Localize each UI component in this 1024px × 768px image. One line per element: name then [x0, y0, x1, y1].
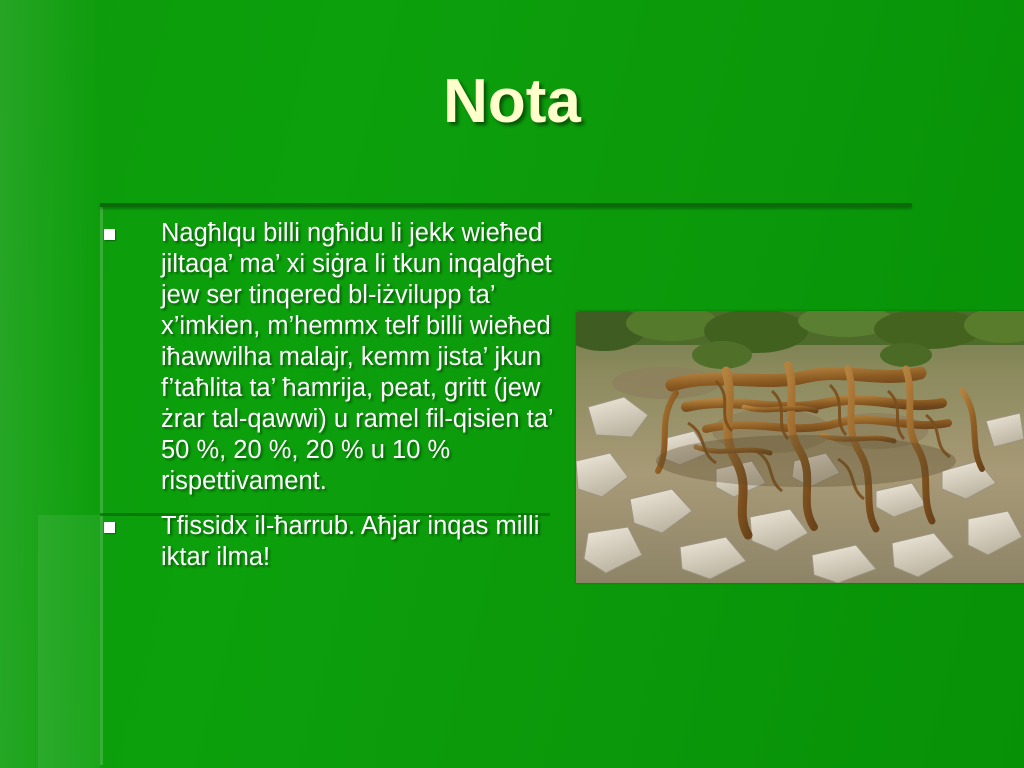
- decorative-left-block: [38, 515, 100, 768]
- list-item-text: Tfissidx il-ħarrub. Aħjar inqas milli iktar ilma!: [161, 512, 540, 571]
- list-item-text: Nagħlqu billi ngħidu li jekk wieħed jiltaqa’ ma’ xi siġra li tkun inqalgħet jew ser tinqered bl-iżvilupp ta’ x’imkien, m’hemmx telf billi wieħed iħawwilha malajr, kemm jista’ jkun f’taħlita ta’ ħamrija, peat, gritt (jew żrar tal-qawwi) u ramel fil-qisien ta’ 50 %, 20 %, 20 % u 10 % rispettivament.: [161, 219, 553, 495]
- uprooted-tree-roots-on-rocky-ground-photo: [576, 311, 1024, 583]
- list-item: [104, 511, 574, 573]
- square-bullet-icon: [104, 522, 115, 533]
- list-item: [104, 218, 574, 497]
- page-title: Nota: [443, 67, 581, 136]
- square-bullet-icon: [104, 229, 115, 240]
- decorative-vertical-line: [100, 205, 103, 765]
- bullet-list: [104, 218, 574, 587]
- title-divider: [100, 203, 912, 207]
